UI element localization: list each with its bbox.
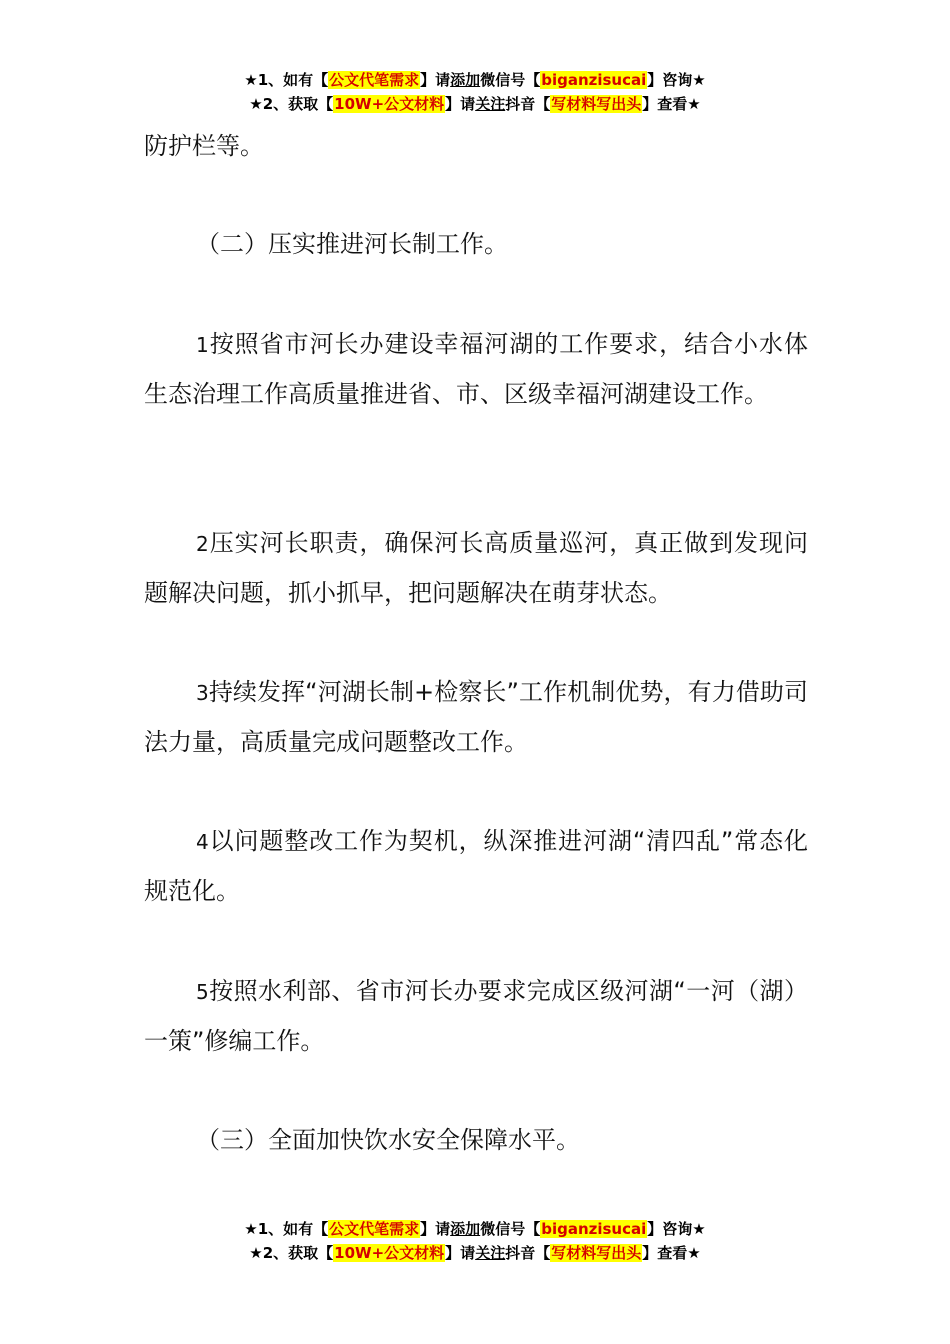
star-icon: ★ bbox=[244, 1220, 258, 1238]
star-icon: ★ bbox=[249, 1244, 263, 1262]
banner-text: 1、如有【 bbox=[257, 71, 329, 89]
list-item bbox=[144, 668, 808, 767]
banner-text: 】咨询 bbox=[647, 1220, 693, 1238]
banner-text: 】请 bbox=[420, 1220, 451, 1238]
banner-text: 微信号【 bbox=[480, 1220, 541, 1238]
highlight-douyin: 写材料写出头 bbox=[551, 1244, 642, 1262]
item-text: 按照省市河长办建设幸福河湖的工作要求，结合小水体生态治理工作高质量推进省、市、区级幸福河湖建设工作。 bbox=[144, 330, 808, 408]
banner-text: 】请 bbox=[445, 95, 476, 113]
banner-text: 】查看 bbox=[642, 1244, 688, 1262]
star-icon: ★ bbox=[692, 71, 706, 89]
banner-line-1 bbox=[0, 68, 950, 92]
section-heading-2: （二）压实推进河长制工作。 bbox=[196, 230, 508, 258]
section-heading-3: （三）全面加快饮水安全保障水平。 bbox=[196, 1126, 580, 1154]
item-number: 4 bbox=[196, 830, 209, 854]
highlight-wechat-id: biganzisucai bbox=[541, 1220, 647, 1238]
star-icon: ★ bbox=[687, 1244, 701, 1262]
underlined-text: 添加 bbox=[450, 71, 481, 89]
list-item bbox=[144, 817, 808, 916]
item-number: 3 bbox=[196, 681, 209, 705]
banner-text: 抖音【 bbox=[505, 95, 551, 113]
item-text: 以问题整改工作为契机，纵深推进河湖“清四乱”常态化规范化。 bbox=[144, 827, 808, 905]
list-item bbox=[144, 519, 808, 618]
header-banner bbox=[0, 68, 950, 116]
item-number: 2 bbox=[196, 532, 209, 556]
star-icon: ★ bbox=[692, 1220, 706, 1238]
banner-line-2 bbox=[0, 92, 950, 116]
highlight-wechat-id: biganzisucai bbox=[541, 71, 647, 89]
highlight-service: 公文代笔需求 bbox=[329, 1220, 420, 1238]
highlight-materials: 10W+公文材料 bbox=[334, 95, 445, 113]
star-icon: ★ bbox=[687, 95, 701, 113]
highlight-douyin: 写材料写出头 bbox=[551, 95, 642, 113]
banner-line-1 bbox=[0, 1217, 950, 1241]
underlined-text: 关注 bbox=[475, 1244, 506, 1262]
banner-text: 2、获取【 bbox=[262, 95, 334, 113]
banner-text: 2、获取【 bbox=[262, 1244, 334, 1262]
item-number: 1 bbox=[196, 333, 209, 357]
underlined-text: 关注 bbox=[475, 95, 506, 113]
banner-text: 】请 bbox=[445, 1244, 476, 1262]
item-number: 5 bbox=[196, 980, 209, 1004]
banner-text: 】查看 bbox=[642, 95, 688, 113]
banner-text: 微信号【 bbox=[480, 71, 541, 89]
highlight-service: 公文代笔需求 bbox=[329, 71, 420, 89]
banner-text: 抖音【 bbox=[505, 1244, 551, 1262]
list-item bbox=[144, 320, 808, 419]
paragraph-continuation: 防护栏等。 bbox=[144, 132, 264, 160]
star-icon: ★ bbox=[244, 71, 258, 89]
highlight-materials: 10W+公文材料 bbox=[334, 1244, 445, 1262]
item-text: 按照水利部、省市河长办要求完成区级河湖“一河（湖）一策”修编工作。 bbox=[144, 977, 808, 1055]
list-item bbox=[144, 967, 808, 1066]
item-text: 持续发挥“河湖长制+检察长”工作机制优势，有力借助司法力量，高质量完成问题整改工作。 bbox=[144, 678, 808, 756]
banner-text: 】咨询 bbox=[647, 71, 693, 89]
banner-text: 】请 bbox=[420, 71, 451, 89]
footer-banner bbox=[0, 1217, 950, 1265]
item-text: 压实河长职责，确保河长高质量巡河，真正做到发现问题解决问题，抓小抓早，把问题解决在萌芽状态。 bbox=[144, 529, 808, 607]
underlined-text: 添加 bbox=[450, 1220, 481, 1238]
star-icon: ★ bbox=[249, 95, 263, 113]
banner-text: 1、如有【 bbox=[257, 1220, 329, 1238]
banner-line-2 bbox=[0, 1241, 950, 1265]
